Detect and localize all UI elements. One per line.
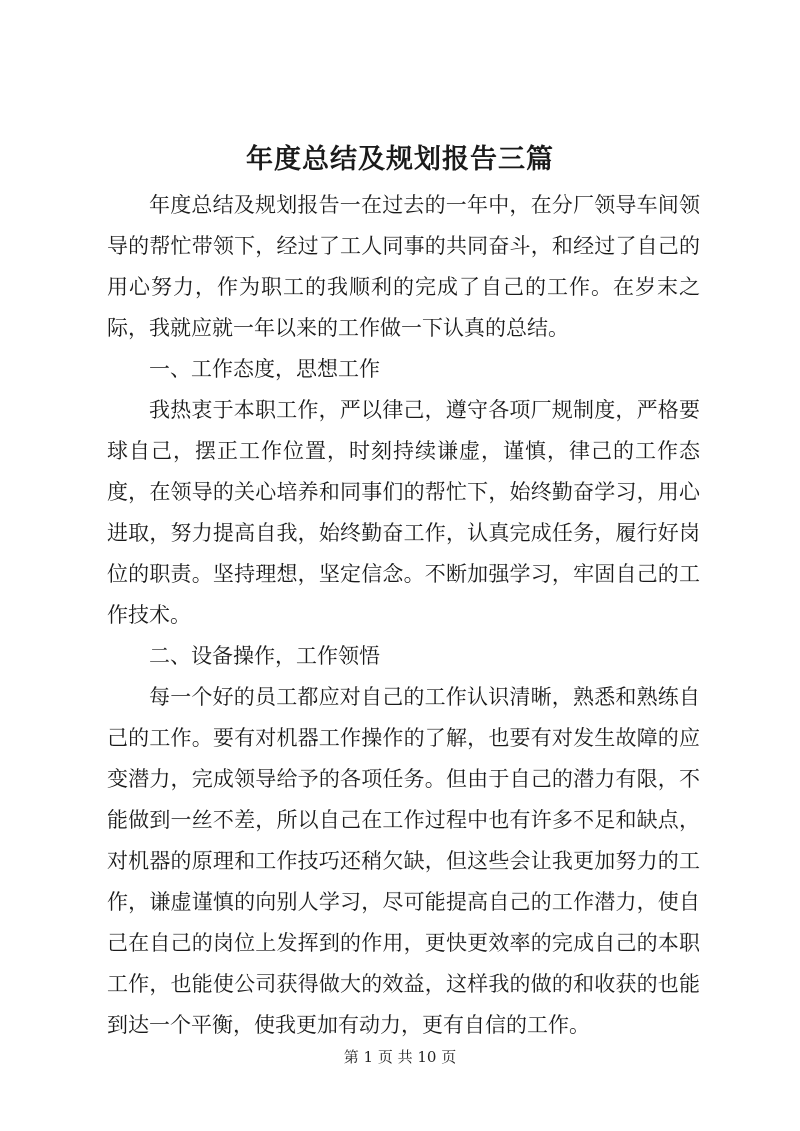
paragraph-intro: 年度总结及规划报告一在过去的一年中，在分厂领导车间领导的帮忙带领下，经过了工人同事的共同奋斗，和经过了自己的用心努力，作为职工的我顺利的完成了自己的工作。在岁末之际，我就应就一年以来的工作做一下认真的总结。 <box>107 193 700 340</box>
document-title: 年度总结及规划报告三篇 <box>246 144 554 175</box>
section-heading-2: 二、设备操作，工作领悟 <box>149 644 380 668</box>
document-body <box>107 185 700 1046</box>
paragraph-section-1: 我热衷于本职工作，严以律己，遵守各项厂规制度，严格要球自己，摆正工作位置，时刻持续谦虚，谨慎，律己的工作态度，在领导的关心培养和同事们的帮忙下，始终勤奋学习，用心进取，努力提高自我，始终勤奋工作，认真完成任务，履行好岗位的职责。坚持理想，坚定信念。不断加强学习，牢固自己的工作技术。 <box>107 398 700 627</box>
section-heading-1: 一、工作态度，思想工作 <box>149 357 380 381</box>
page-number-footer: 第 1 页 共 10 页 <box>343 1048 457 1066</box>
paragraph-section-2: 每一个好的员工都应对自己的工作认识清晰，熟悉和熟练自己的工作。要有对机器工作操作的了解，也要有对发生故障的应变潜力，完成领导给予的各项任务。但由于自己的潜力有限，不能做到一丝不差，所以自己在工作过程中也有许多不足和缺点，对机器的原理和工作技巧还稍欠缺，但这些会让我更加努力的工作，谦虚谨慎的向别人学习，尽可能提高自己的工作潜力，使自己在自己的岗位上发挥到的作用，更快更效率的完成自己的本职工作，也能使公司获得做大的效益，这样我的做的和收获的也能到达一个平衡，使我更加有动力，更有自信的工作。 <box>107 685 700 1037</box>
